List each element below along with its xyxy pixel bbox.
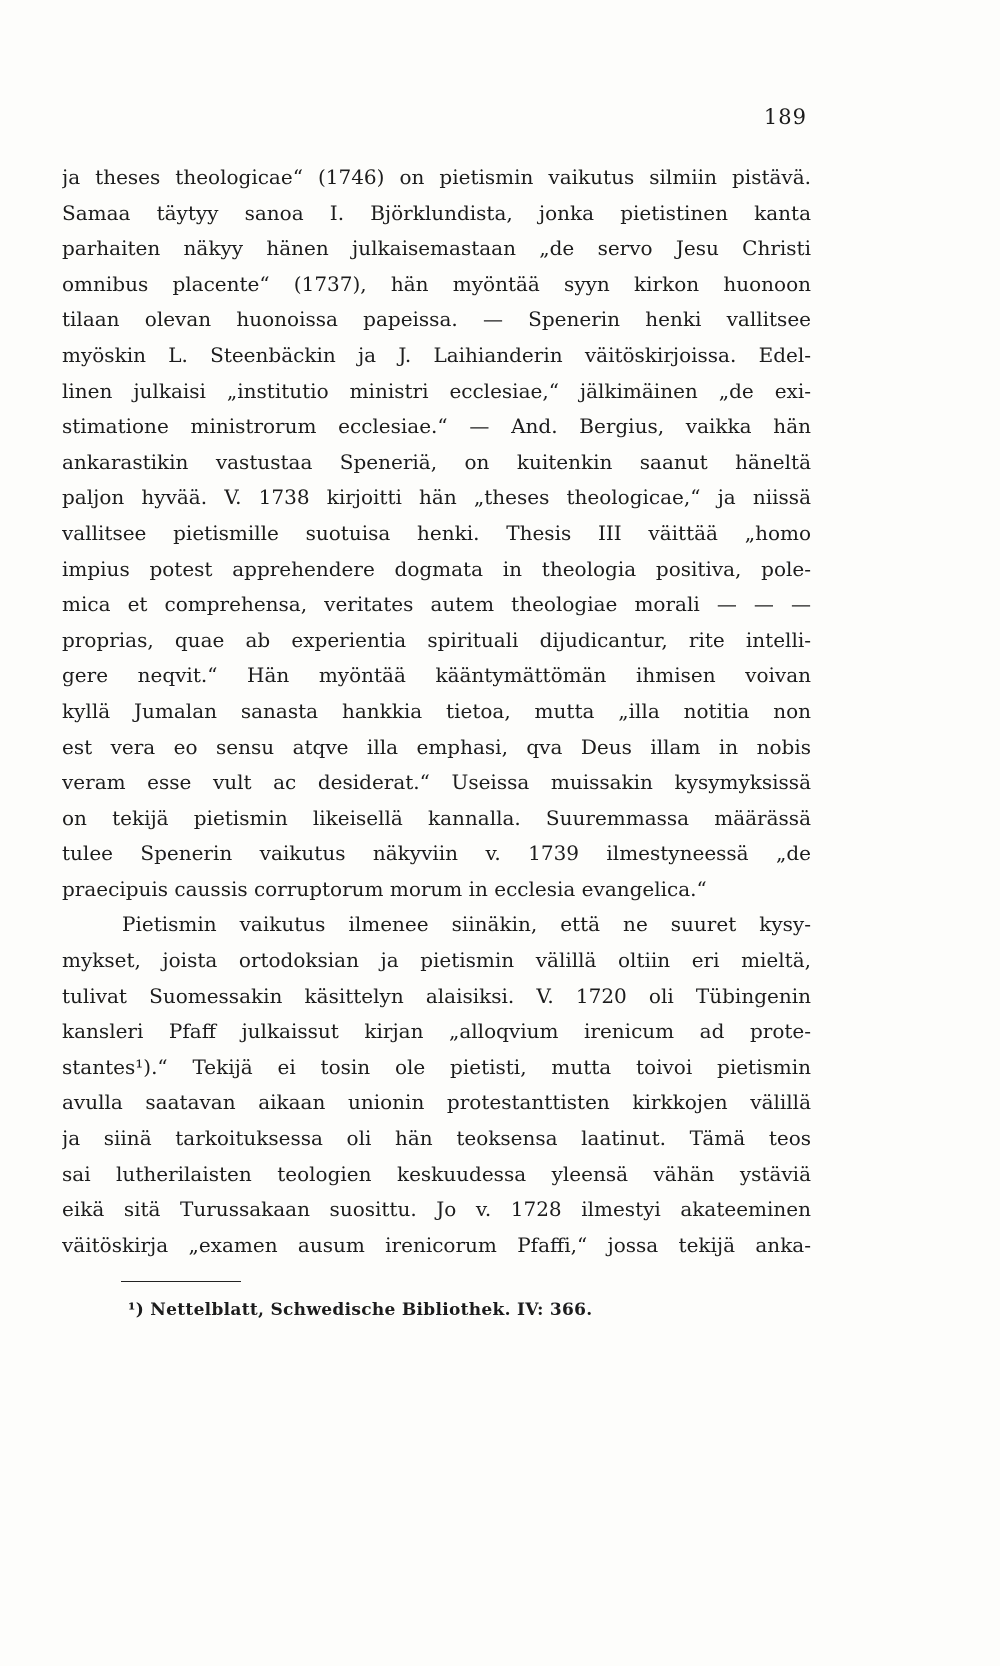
text-line: vallitsee pietismille suotuisa henki. Thesis III väittää „homo (62, 520, 811, 545)
text-line: stimatione ministrorum ecclesiae.“ — And. Bergius, vaikka hän (62, 414, 811, 439)
text-line: myöskin L. Steenbäckin ja J. Laihianderin väitöskirjoissa. Edel- (62, 342, 811, 367)
text-line: tulivat Suomessakin käsittelyn alaisiksi. V. 1720 oli Tübingenin (62, 983, 811, 1008)
text-line: impius potest apprehendere dogmata in theologia positiva, pole- (62, 556, 811, 581)
text-line: väitöskirja „examen ausum irenicorum Pfaffi,“ jossa tekijä anka- (62, 1232, 811, 1257)
text-line: stantes¹).“ Tekijä ei tosin ole pietisti, mutta toivoi pietismin (62, 1054, 811, 1079)
text-line: parhaiten näkyy hänen julkaisemastaan „de servo Jesu Christi (62, 236, 811, 261)
text-line: kyllä Jumalan sanasta hankkia tietoa, mutta „illa notitia non (62, 698, 811, 723)
text-line: linen julkaisi „institutio ministri ecclesiae,“ jälkimäinen „de exi- (62, 378, 811, 403)
text-line: avulla saatavan aikaan unionin protestanttisten kirkkojen välillä (62, 1090, 811, 1115)
text-line: ja theses theologicae“ (1746) on pietismin vaikutus silmiin pistävä. (62, 165, 811, 189)
text-line: Pietismin vaikutus ilmenee siinäkin, että ne suuret kysy- (122, 912, 811, 937)
text-line: eikä sitä Turussakaan suosittu. Jo v. 1728 ilmestyi akateeminen (62, 1197, 811, 1222)
text-line: on tekijä pietismin likeisellä kannalla. Suuremmassa määrässä (62, 805, 811, 830)
text-line: ankarastikin vastustaa Speneriä, on kuitenkin saanut häneltä (62, 449, 811, 474)
text-line: mica et comprehensa, veritates autem theologiae morali — — — (62, 592, 811, 617)
footnote-separator (121, 1281, 241, 1282)
footnote: ¹) Nettelblatt, Schwedische Bibliothek. IV: 366. (128, 1300, 593, 1320)
text-line: Samaa täytyy sanoa I. Björklundista, jonka pietistinen kanta (62, 200, 811, 225)
text-line: mykset, joista ortodoksian ja pietismin välillä oltiin eri mieltä, (62, 948, 811, 973)
text-line: sai lutherilaisten teologien keskuudessa yleensä vähän ystäviä (62, 1161, 811, 1186)
body-text (62, 160, 811, 1263)
text-line: kansleri Pfaff julkaissut kirjan „alloqvium irenicum ad prote- (62, 1019, 811, 1044)
text-line: tilaan olevan huonoissa papeissa. — Spenerin henki vallitsee (62, 307, 811, 332)
page-number: 189 (763, 105, 807, 129)
text-line: gere neqvit.“ Hän myöntää kääntymättömän ihmisen voivan (62, 663, 811, 688)
text-line: omnibus placente“ (1737), hän myöntää syyn kirkon huonoon (62, 271, 811, 296)
text-line: est vera eo sensu atqve illa emphasi, qva Deus illam in nobis (62, 734, 811, 759)
text-line: paljon hyvää. V. 1738 kirjoitti hän „theses theologicae,“ ja niissä (62, 485, 811, 510)
text-line: tulee Spenerin vaikutus näkyviin v. 1739 ilmestyneessä „de (62, 841, 811, 866)
text-line: ja siinä tarkoituksessa oli hän teoksensa laatinut. Tämä teos (62, 1126, 811, 1151)
text-line: proprias, quae ab experientia spirituali dijudicantur, rite intelli- (62, 627, 811, 652)
text-line: veram esse vult ac desiderat.“ Useissa muissakin kysymyksissä (62, 770, 811, 795)
text-line: praecipuis caussis corruptorum morum in ecclesia evangelica.“ (62, 876, 707, 901)
